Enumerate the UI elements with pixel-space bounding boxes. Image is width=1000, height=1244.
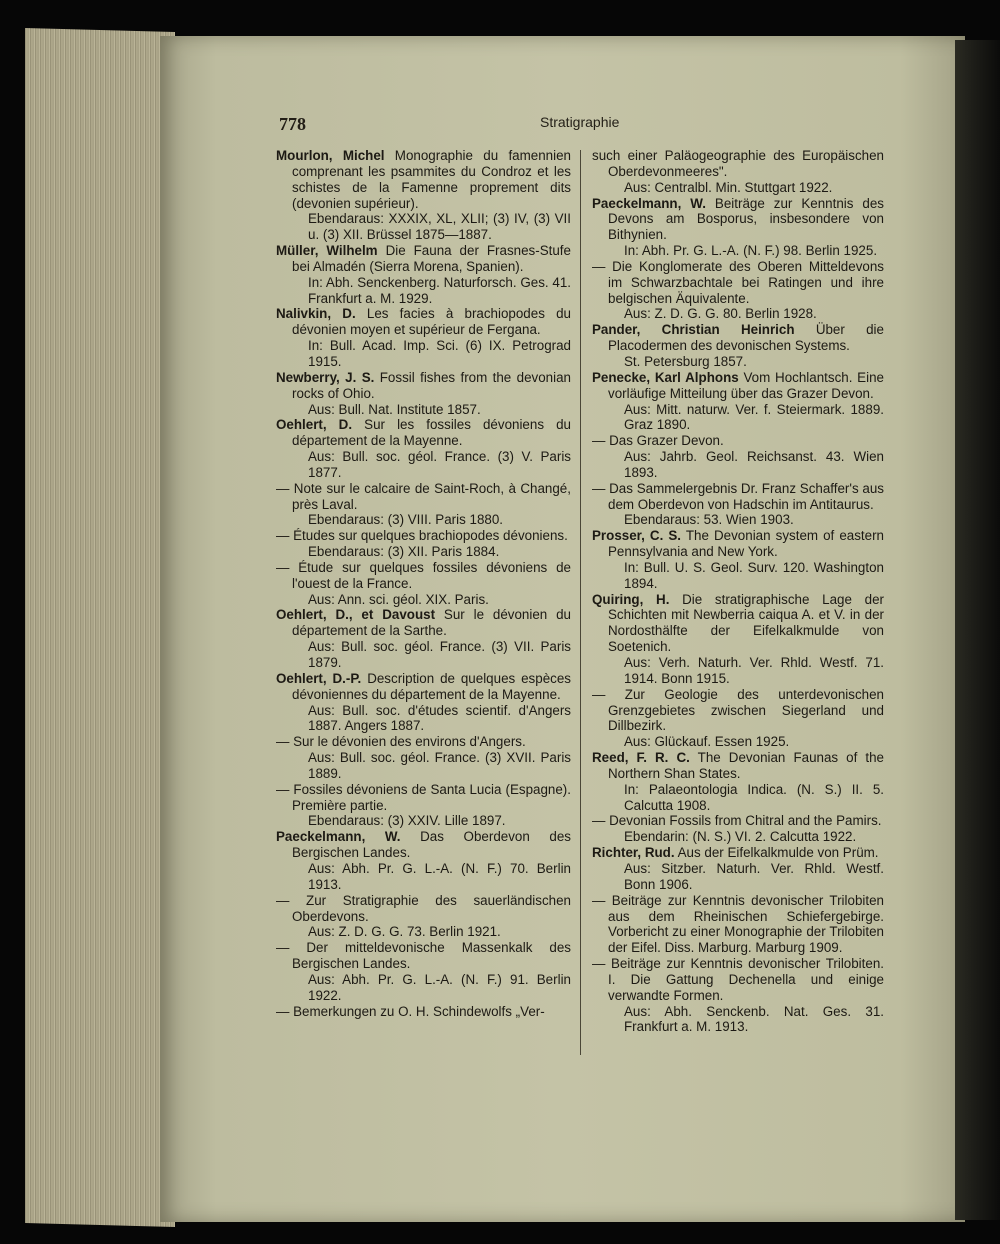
entry-source: Aus: Abh. Senckenb. Nat. Ges. 31. Frankfurt a. M. 1913. <box>624 1003 884 1035</box>
entry-title: Fossiles dévoniens de Santa Lucia (Espagne). Première partie. <box>292 781 571 813</box>
entry-source: Aus: Glückauf. Essen 1925. <box>624 734 790 750</box>
entry-author: Paeckelmann, W. <box>276 829 401 845</box>
entry-title: Note sur le calcaire de Saint-Roch, à Changé, près Laval. <box>292 480 571 512</box>
entry-author: Paeckelmann, W. <box>592 195 706 211</box>
bibliography-entry <box>276 370 571 418</box>
entry-source: Aus: Mitt. naturw. Ver. f. Steiermark. 1889. Graz 1890. <box>624 401 884 433</box>
entry-source: Ebendaraus: (3) VIII. Paris 1880. <box>308 512 504 528</box>
entry-title: Fossil fishes from the devonian rocks of Ohio. <box>292 369 571 401</box>
page-gutter-shadow <box>955 40 1000 1220</box>
entry-title: Beiträge zur Kenntnis devonischer Trilobiten. I. Die Gattung Dechenella und einige verwandte Formen. <box>608 956 884 1003</box>
entry-title: such einer Paläogeographie des Europäischen Oberdevonmeeres". <box>592 148 884 179</box>
bibliography-entry <box>276 893 571 941</box>
bibliography-entry <box>276 243 571 306</box>
entry-title: Beiträge zur Kenntnis devonischer Trilobiten aus dem Rheinischen Schiefergebirge. Vorbericht zu einer Monographie der Trilobiten der Eifel. Diss. Marburg. Marburg 1909. <box>608 892 884 956</box>
entry-author: Reed, F. R. C. <box>592 750 690 766</box>
entry-title: Description de quelques espèces dévoniennes du département de la Mayenne. <box>292 670 571 702</box>
entry-author: Richter, Rud. <box>592 845 675 861</box>
entry-author: — <box>276 892 290 908</box>
bibliography-entry <box>276 560 571 608</box>
entry-author: Oehlert, D., et Davoust <box>276 607 436 623</box>
entry-source: Aus: Jahrb. Geol. Reichsanst. 43. Wien 1893. <box>624 449 884 480</box>
bibliography-entry <box>592 322 884 370</box>
entry-title: Étude sur quelques fossiles dévoniens de l'ouest de la France. <box>292 559 571 591</box>
entry-author: — <box>592 956 606 972</box>
entry-author: — <box>592 892 606 908</box>
left-column <box>276 148 571 1019</box>
entry-author: — <box>276 528 290 544</box>
entry-title: Zur Geologie des unterdevonischen Grenzgebietes zwischen Siegerland und Dillbezirk. <box>608 686 884 734</box>
entry-source: Ebendaraus: (3) XII. Paris 1884. <box>308 544 500 560</box>
bibliography-entry <box>276 940 571 1003</box>
entry-source: Aus: Verh. Naturh. Ver. Rhld. Westf. 71. 1914. Bonn 1915. <box>624 655 884 686</box>
bibliography-entry <box>592 481 884 529</box>
bibliography-entry <box>276 782 571 830</box>
entry-author: Müller, Wilhelm <box>276 243 378 259</box>
entry-author: Oehlert, D. <box>276 417 353 433</box>
entry-author: — <box>276 734 290 750</box>
entry-source: In: Palaeontologia Indica. (N. S.) II. 5. Calcutta 1908. <box>624 781 884 813</box>
entry-author: Pander, Christian Heinrich <box>592 322 795 338</box>
entry-title: Das Grazer Devon. <box>609 433 724 449</box>
bibliography-entry <box>592 813 884 845</box>
column-divider <box>580 150 581 1055</box>
entry-title: Études sur quelques brachiopodes dévoniens. <box>293 528 568 544</box>
entry-source: Ebendaraus: XXXIX, XL, XLII; (3) IV, (3) VII u. (3) XII. Brüssel 1875—1887. <box>308 211 571 243</box>
entry-source: Aus: Abh. Pr. G. L.-A. (N. F.) 91. Berlin 1922. <box>308 971 571 1003</box>
entry-title: The Devonian system of eastern Pennsylvania and New York. <box>608 528 884 560</box>
bibliography-entry <box>592 370 884 433</box>
entry-title: Die stratigraphische Lage der Schichten mit Newberria caiqua A. et V. in der Nordosthälfte der Eifelkalkmulde von Soetenich. <box>608 591 884 655</box>
entry-title: Zur Stratigraphie des sauerländischen Oberdevons. <box>292 892 571 924</box>
entry-title: Sur le dévonien des environs d'Angers. <box>293 734 526 750</box>
entry-source: Aus: Z. D. G. G. 80. Berlin 1928. <box>624 306 817 322</box>
entry-title: Bemerkungen zu O. H. Schindewolfs „Ver- <box>293 1003 545 1019</box>
entry-source: Ebendaraus: 53. Wien 1903. <box>624 512 794 528</box>
entry-author: Newberry, J. S. <box>276 369 375 385</box>
entry-source: Ebendaraus: (3) XXIV. Lille 1897. <box>308 813 506 829</box>
entry-source: Aus: Bull. soc. d'études scientif. d'Angers 1887. Angers 1887. <box>308 702 571 734</box>
entry-author: — <box>592 686 606 702</box>
bibliography-entry <box>276 148 571 243</box>
entry-source: In: Abh. Senckenberg. Naturforsch. Ges. 41. Frankfurt a. M. 1929. <box>308 274 571 306</box>
entry-author: Mourlon, Michel <box>276 148 385 163</box>
entry-source: Aus: Bull. Nat. Institute 1857. <box>308 401 481 417</box>
entry-title: Sur le dévonien du département de la Sarthe. <box>292 607 571 639</box>
entry-source: Aus: Centralbl. Min. Stuttgart 1922. <box>624 179 833 195</box>
bibliography-entry <box>592 592 884 687</box>
entry-title: Aus der Eifelkalkmulde von Prüm. <box>677 845 879 861</box>
entry-title: Beiträge zur Kenntnis des Devons am Bosporus, insbesondere von Bithynien. <box>608 195 884 243</box>
bibliography-entry <box>276 528 571 560</box>
bibliography-entry <box>592 433 884 481</box>
entry-author: — <box>276 1003 290 1019</box>
bibliography-entry <box>592 687 884 750</box>
entry-source: Aus: Abh. Pr. G. L.-A. (N. F.) 70. Berlin 1913. <box>308 860 571 892</box>
page-number: 778 <box>279 114 306 134</box>
running-title: Stratigraphie <box>540 114 620 130</box>
bibliography-entry <box>592 845 884 893</box>
entry-source: Ebendarin: (N. S.) VI. 2. Calcutta 1922. <box>624 829 857 845</box>
bibliography-entry <box>592 259 884 322</box>
entry-author: — <box>276 940 290 956</box>
entry-title: Der mitteldevonische Massenkalk des Bergischen Landes. <box>292 940 571 972</box>
entry-author: Oehlert, D.-P. <box>276 670 362 686</box>
entry-source: Aus: Bull. soc. géol. France. (3) V. Paris 1877. <box>308 449 571 480</box>
bibliography-entry <box>276 829 571 892</box>
bibliography-entry <box>276 481 571 529</box>
bibliography-entry <box>276 734 571 782</box>
entry-source: In: Bull. U. S. Geol. Surv. 120. Washington 1894. <box>624 559 884 591</box>
entry-author: — <box>592 813 606 829</box>
bibliography-entry <box>276 1004 571 1020</box>
entry-title: Über die Placodermen des devonischen Systems. <box>608 322 884 354</box>
entry-author: Nalivkin, D. <box>276 306 356 322</box>
entry-author: — <box>592 258 606 274</box>
entry-author: — <box>276 559 290 575</box>
bibliography-entry <box>276 607 571 670</box>
entry-author: — <box>592 433 606 449</box>
entry-title: Les facies à brachiopodes du dévonien moyen et supérieur de Fergana. <box>292 306 571 338</box>
entry-title: Devonian Fossils from Chitral and the Pamirs. <box>609 813 882 829</box>
bibliography-entry <box>276 417 571 480</box>
book-page-edges <box>25 28 175 1227</box>
entry-source: Aus: Z. D. G. G. 73. Berlin 1921. <box>308 924 501 940</box>
entry-title: Die Konglomerate des Oberen Mitteldevons im Schwarzbachtale bei Ratingen und ihre belgischen Äquivalente. <box>608 258 884 306</box>
bibliography-entry <box>592 196 884 259</box>
bibliography-entry <box>592 528 884 591</box>
bibliography-entry <box>276 671 571 734</box>
entry-title: Monographie du famennien comprenant les psammites du Condroz et les schistes de la Famenne proprement dits (devonien supérieur). <box>292 148 571 211</box>
entry-title: Vom Hochlantsch. Eine vorläufige Mitteilung über das Grazer Devon. <box>608 369 884 401</box>
entry-title: Sur les fossiles dévoniens du département de la Mayenne. <box>292 417 571 449</box>
entry-author: — <box>592 480 606 496</box>
entry-title: Das Oberdevon des Bergischen Landes. <box>292 829 571 861</box>
entry-author: Quiring, H. <box>592 591 670 607</box>
bibliography-entry <box>592 893 884 956</box>
entry-source: Aus: Bull. soc. géol. France. (3) VII. Paris 1879. <box>308 639 571 670</box>
bibliography-entry <box>592 148 884 196</box>
entry-author: — <box>276 781 290 797</box>
entry-author: — <box>276 480 290 496</box>
entry-title: The Devonian Faunas of the Northern Shan States. <box>608 750 885 781</box>
entry-source: Aus: Bull. soc. géol. France. (3) XVII. Paris 1889. <box>308 750 571 781</box>
entry-source: In: Abh. Pr. G. L.-A. (N. F.) 98. Berlin 1925. <box>624 243 878 259</box>
entry-source: Aus: Sitzber. Naturh. Ver. Rhld. Westf. Bonn 1906. <box>624 860 884 892</box>
page-header <box>0 112 1000 138</box>
entry-author: Prosser, C. S. <box>592 528 682 544</box>
entry-title: Das Sammelergebnis Dr. Franz Schaffer's aus dem Oberdevon von Hadschin im Antitaurus. <box>608 480 884 512</box>
entry-title: Die Fauna der Frasnes-Stufe bei Almadén (Sierra Morena, Spanien). <box>292 243 571 274</box>
entry-source: St. Petersburg 1857. <box>624 353 747 369</box>
bibliography-entry <box>276 306 571 369</box>
entry-source: In: Bull. Acad. Imp. Sci. (6) IX. Petrograd 1915. <box>308 338 571 369</box>
bibliography-entry <box>592 956 884 1035</box>
entry-source: Aus: Ann. sci. géol. XIX. Paris. <box>308 591 489 607</box>
bibliography-entry <box>592 750 884 813</box>
entry-author: Penecke, Karl Alphons <box>592 369 739 385</box>
right-column <box>592 148 884 1035</box>
